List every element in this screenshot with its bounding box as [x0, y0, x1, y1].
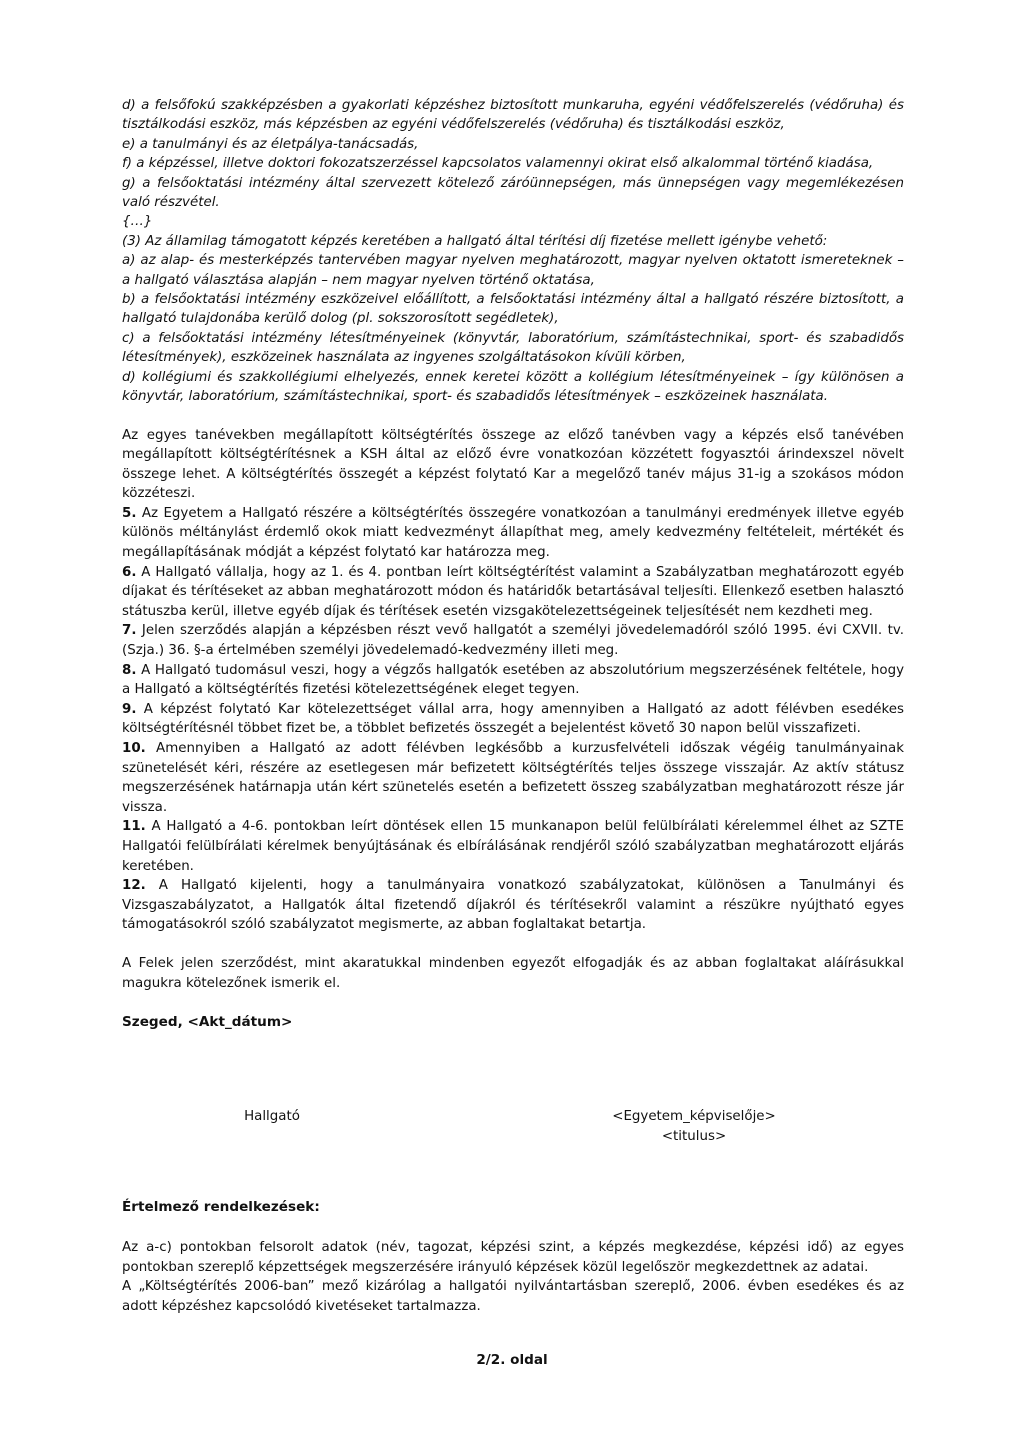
quote-line: f) a képzéssel, illetve doktori fokozatszerzéssel kapcsolatos valamennyi okirat első alkalommal történő kiadása,	[122, 156, 874, 172]
clause-8	[122, 661, 904, 700]
quoted-law-excerpt	[122, 96, 904, 407]
clause-number: 12.	[122, 878, 146, 894]
clause-number: 5.	[122, 505, 137, 521]
clause-number: 11.	[122, 819, 146, 835]
clause-9	[122, 700, 904, 739]
clause-7	[122, 621, 904, 660]
clause-text: Az Egyetem a Hallgató részére a költségtérítés összegére vonatkozóan a tanulmányi eredmények illetve egyéb különös méltánylást érdemlő okok miatt kedvezményt állapíthat meg, amely kedvezmény feltételeit, mértékét és megállapításának módját a képzést folytató kar határozza meg.	[122, 505, 904, 561]
clause-10	[122, 739, 904, 817]
definition-paragraph: Az a-c) pontokban felsorolt adatok (név, tagozat, képzési szint, a képzés megkezdése, képzési idő) az egyes pontokban szereplő képzettségek megszerzésére irányuló képzések közül legelőször megkezdettnek az adatai.	[122, 1240, 904, 1275]
clause-number: 6.	[122, 564, 137, 580]
signature-student	[222, 1107, 322, 1127]
quote-line: {…}	[122, 214, 153, 230]
clause-text: A Hallgató vállalja, hogy az 1. és 4. pontban leírt költségtérítést valamint a Szabályzatban meghatározott egyéb díjakat és térítéseket az abban meghatározott módon és határidők betartásával teljesíti. Ellenkező esetben halasztó státuszba kerül, illetve egyéb díjak és térítések esetén vizsgakötelezettségeinek teljesítését nem kezdheti meg.	[122, 564, 904, 619]
quote-line: (3) Az államilag támogatott képzés keretében a hallgató által térítési díj fizetése mellett igénybe vehető:	[122, 233, 828, 249]
clause-text: A Hallgató a 4-6. pontokban leírt döntések ellen 15 munkanapon belül felülbírálati kérelemmel élhet az SZTE Hallgatói felülbírálati kérelmek benyújtásának és elbírálásának rendjéről szóló szabályzatban meghatározott eljárás keretében.	[122, 819, 904, 874]
place-and-date: Szeged, <Akt_dátum>	[122, 1014, 293, 1031]
signature-label: <Egyetem_képviselője>	[612, 1109, 776, 1124]
signature-title: <titulus>	[661, 1128, 727, 1144]
clause-text: Amennyiben a Hallgató az adott félévben legkésőbb a kurzusfelvételi időszak végéig tanulmányainak szünetelését kéri, részére az esetlegesen már befizetett költségtérítés teljes összege visszajár. Az aktív státusz megszerzésének határnapja után kért szünetelés esetén a befizetett összeg szabályzatban meghatározott része jár vissza.	[122, 741, 905, 815]
definitions-section	[122, 1199, 904, 1316]
intro-paragraph: Az egyes tanévekben megállapított költségtérítés összege az előző tanévben vagy a képzés első tanévében megállapított költségtérítésnek a KSH által az előző évre vonatkozóan közzétett fogyasztói árindexszel növelt összege lehet. A költségtérítés összegét a képzést folytató Kar a megelőző tanév május 31-ig a szokásos módon közzéteszi.	[122, 427, 904, 502]
spacer	[122, 407, 904, 426]
clause-number: 8.	[122, 662, 137, 678]
definitions-title: Értelmező rendelkezések:	[122, 1199, 320, 1215]
clause-number: 7.	[122, 623, 137, 639]
page-number: 2/2. oldal	[476, 1352, 548, 1368]
quote-line: d) a felsőfokú szakképzésben a gyakorlati képzéshez biztosított munkaruha, egyéni védőfelszerelés (védőruha) és tisztálkodási eszköz, más képzésben az egyéni védőfelszerelés (védőruha) és tisztálkodási eszköz,	[122, 98, 904, 133]
spacer	[122, 935, 904, 954]
definitions-body	[122, 1238, 904, 1316]
clause-text: A Hallgató kijelenti, hogy a tanulmányaira vonatkozó szabályzatokat, különösen a Tanulmányi és Vizsgaszabályzatot, a Hallgatók által fizetendő díjakról és térítésekről valamint a részükre nyújtható egyes támogatásokról szóló szabályzatot megismerte, az abban foglaltakat betartja.	[122, 878, 904, 933]
clause-5	[122, 504, 904, 563]
quote-line: e) a tanulmányi és az életpálya-tanácsadás,	[122, 136, 419, 152]
signature-university	[570, 1107, 818, 1146]
clause-number: 10.	[122, 741, 146, 756]
clause-text: Jelen szerződés alapján a képzésben részt vevő hallgatót a személyi jövedelemadóról szóló 1995. évi CXVII. tv. (Szja.) 36. §-a értelmében személyi jövedelemadó-kedvezmény illeti meg.	[122, 623, 904, 659]
quote-line: a) az alap- és mesterképzés tantervében magyar nyelven meghatározott, magyar nyelven oktatott ismereteknek – a hallgató választása alapján – nem magyar nyelven történő oktatása,	[122, 253, 904, 288]
clause-11	[122, 817, 904, 876]
closing-paragraph: A Felek jelen szerződést, mint akaratukkal mindenben egyezőt elfogadják és az abban foglaltakat aláírásukkal magukra kötelezőnek ismerik el.	[122, 955, 904, 991]
quote-line: b) a felsőoktatási intézmény eszközeivel előállított, a felsőoktatási intézmény által a hallgató részére biztosított, a hallgató tulajdonába kerülő dolog (pl. sokszorosított segédletek),	[122, 292, 904, 327]
quote-line: d) kollégiumi és szakkollégiumi elhelyezés, ennek keretei között a kollégium létesítményeinek – így különösen a könyvtár, laboratórium, számítástechnikai, sport- és szabadidős létesítmények – eszközeinek használata.	[122, 369, 904, 405]
clause-text: A Hallgató tudomásul veszi, hogy a végzős hallgatók esetében az abszolutórium megszerzésének feltétele, hogy a Hallgató a költségtérítés fizetési kötelezettségének eleget tegyen.	[122, 662, 904, 698]
clause-number: 9.	[122, 701, 137, 717]
clause-6	[122, 563, 904, 622]
quote-line: g) a felsőoktatási intézmény által szervezett kötelező záróünnepségen, más ünnepségen vagy megemlékezésen való részvétel.	[122, 175, 904, 211]
document-content	[122, 96, 904, 1030]
signature-label: Hallgató	[244, 1109, 300, 1124]
clause-text: A képzést folytató Kar kötelezettséget vállal arra, hogy amennyiben a Hallgató az adott félévben esedékes költségtérítésnél többet fizet be, a többlet befizetés összegét a bejelentést követő 30 napon belül visszafizeti.	[122, 701, 904, 737]
quote-line: c) a felsőoktatási intézmény létesítményeinek (könyvtár, laboratórium, számítástechnikai, sport- és szabadidős létesítmények), eszközeinek használata az ingyenes szolgáltatásokon kívüli körben,	[122, 330, 904, 366]
contract-body	[122, 426, 904, 994]
definition-paragraph: A „Költségtérítés 2006-ban” mező kizárólag a hallgatói nyilvántartásban szereplő, 2006. évben esedékes és az adott képzéshez kapcsolódó kivetéseket tartalmazza.	[122, 1279, 904, 1314]
clause-12	[122, 876, 904, 935]
